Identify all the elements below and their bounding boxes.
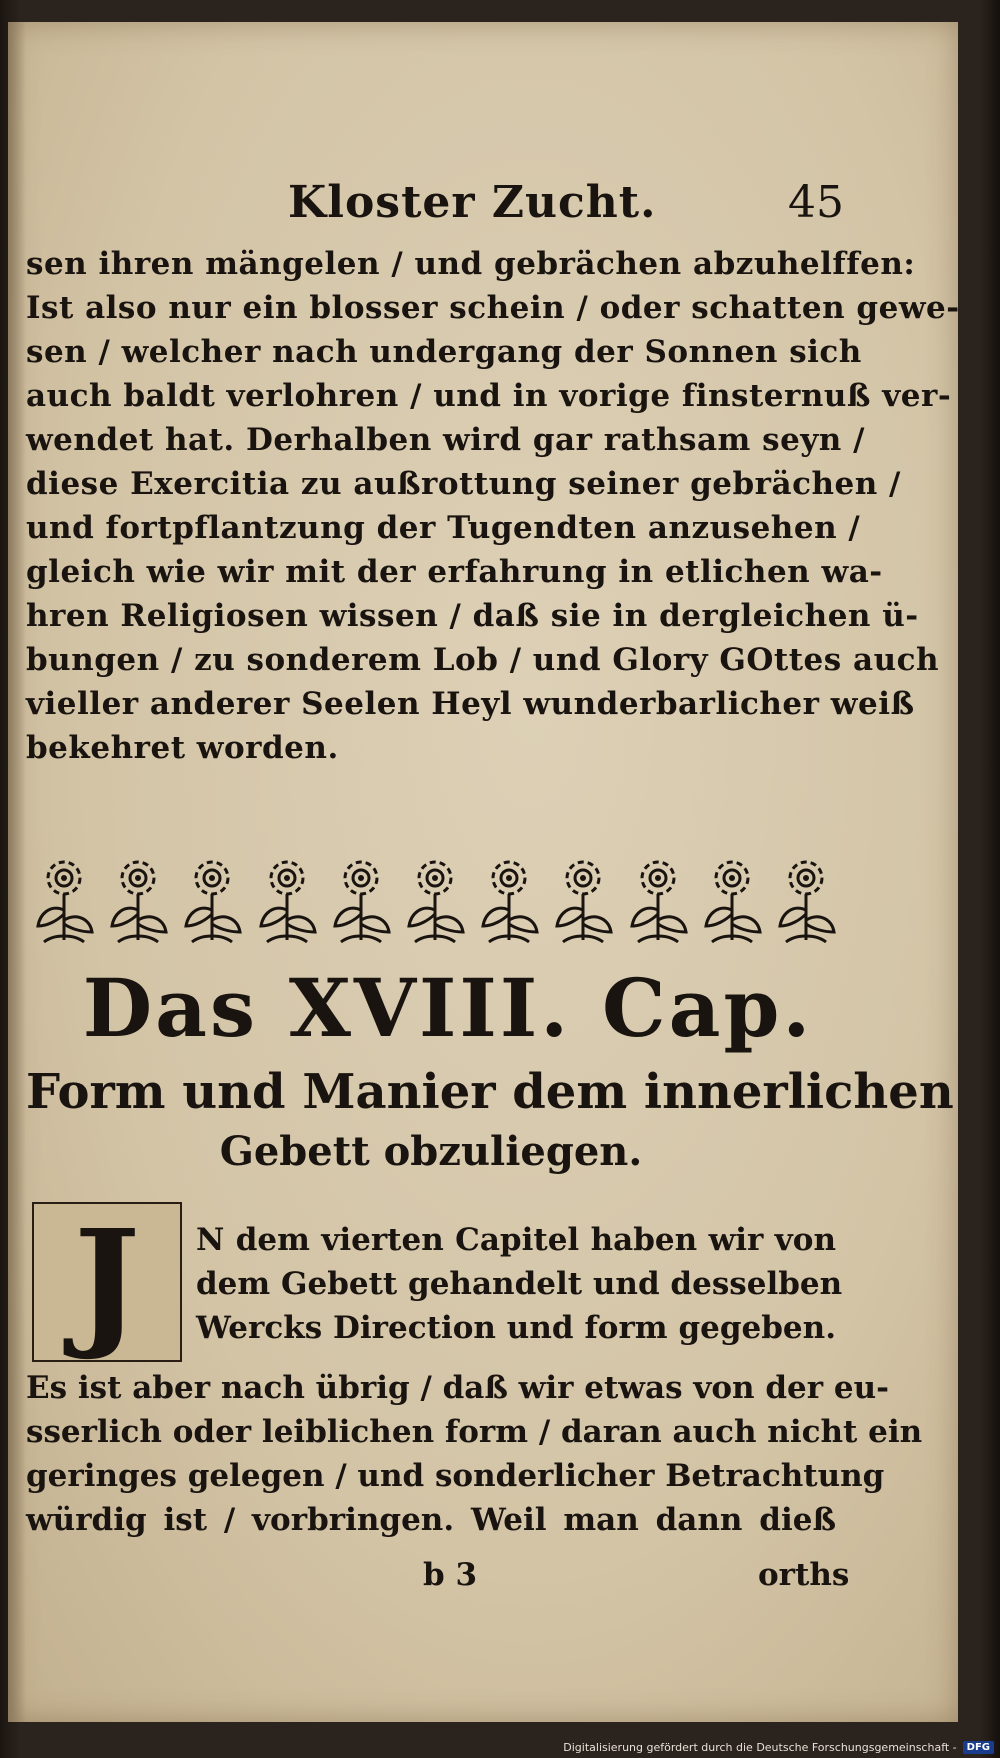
flower-ornament-icon xyxy=(253,854,321,950)
body-text xyxy=(26,242,960,770)
flower-ornament-icon xyxy=(772,854,840,950)
flower-ornament-icon xyxy=(549,854,617,950)
decorated-initial xyxy=(32,1202,182,1362)
flower-ornament-icon xyxy=(104,854,172,950)
text-line: geringes gelegen / und sonderlicher Betrachtung xyxy=(26,1458,885,1494)
text-line: N dem vierten Capitel haben wir von xyxy=(196,1222,836,1258)
catchline xyxy=(8,1557,958,1607)
flower-ornament-icon xyxy=(698,854,766,950)
text-line: dem Gebett gehandelt und desselben xyxy=(196,1266,843,1302)
indented-paragraph xyxy=(196,1217,843,1349)
text-line: Es ist aber nach übrig / daß wir etwas von der eu- xyxy=(26,1370,889,1406)
text-line: vieller anderer Seelen Heyl wunderbarlicher weiß xyxy=(26,686,915,722)
paragraph xyxy=(26,1365,923,1541)
text-line: sserlich oder leiblichen form / daran auch nicht ein xyxy=(26,1414,923,1450)
flower-ornament-icon xyxy=(327,854,395,950)
text-line: wendet hat. Derhalben wird gar rathsam seyn / xyxy=(26,422,865,458)
page-number: 45 xyxy=(788,177,844,228)
text-line: bungen / zu sonderem Lob / und Glory GOttes auch xyxy=(26,642,940,678)
page-header xyxy=(8,177,958,237)
text-line: bekehret worden. xyxy=(26,730,339,766)
page-gutter xyxy=(8,22,26,1722)
text-line: sen / welcher nach undergang der Sonnen sich xyxy=(26,334,862,370)
text-line: sen ihren mängelen / und gebrächen abzuhelffen: xyxy=(26,246,916,282)
chapter-subtitle: Form und Manier dem innerlichen xyxy=(26,1064,954,1120)
chapter-subtitle-2: Gebett obzuliegen. xyxy=(219,1128,643,1175)
text-line: auch baldt verlohren / und in vorige finsternuß ver- xyxy=(26,378,952,414)
text-line: und fortpflantzung der Tugendten anzusehen / xyxy=(26,510,861,546)
initial-letter: J xyxy=(73,1200,141,1364)
text-line: diese Exercitia zu außrottung seiner gebrächen / xyxy=(26,466,901,502)
text-line: Wercks Direction und form gegeben. xyxy=(196,1310,836,1346)
text-line: hren Religiosen wissen / daß sie in dergleichen ü- xyxy=(26,598,919,634)
flower-ornament-icon xyxy=(624,854,692,950)
chapter-title: Das XVIII. Cap. xyxy=(82,961,814,1055)
text-line: Ist also nur ein blosser schein / oder schatten gewe- xyxy=(26,290,960,326)
running-head: Kloster Zucht. xyxy=(288,177,657,228)
flower-ornament-icon xyxy=(401,854,469,950)
text-line: gleich wie wir mit der erfahrung in etlichen wa- xyxy=(26,554,883,590)
digitization-footer xyxy=(563,1741,994,1754)
flower-ornament-icon xyxy=(30,854,98,950)
footer-text: Digitalisierung gefördert durch die Deutsche Forschungsgemeinschaft - xyxy=(563,1741,957,1754)
book-page xyxy=(8,22,958,1722)
dfg-logo-icon: DFG xyxy=(963,1741,994,1754)
text-line: würdig ist / vorbringen. Weil man dann dieß xyxy=(26,1502,836,1538)
catchword: orths xyxy=(758,1557,850,1593)
flower-ornament-icon xyxy=(178,854,246,950)
flower-ornament-icon xyxy=(475,854,543,950)
signature-mark: b 3 xyxy=(423,1557,478,1593)
floral-ornament-band xyxy=(30,852,840,952)
